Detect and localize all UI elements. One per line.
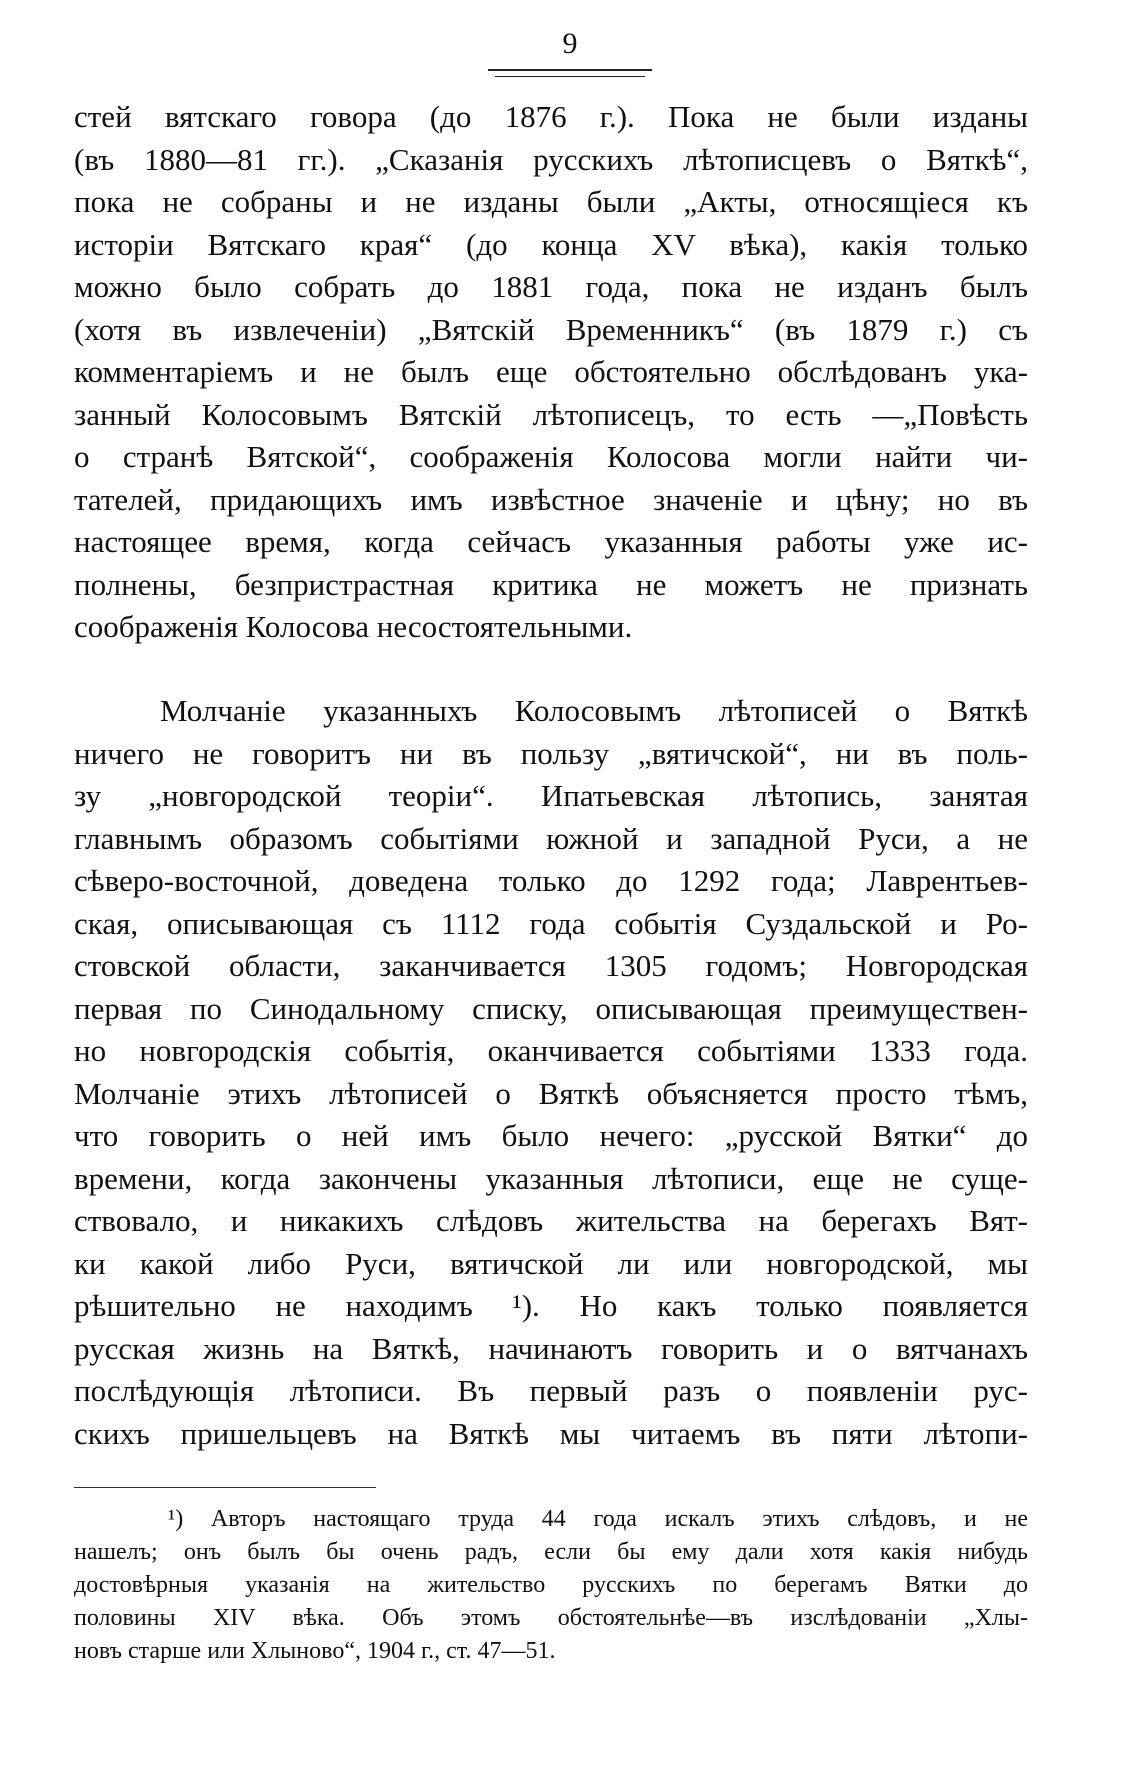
footnote-divider xyxy=(74,1487,376,1488)
text-line: пока не собраны и не изданы были „Акты, относящіеся къ xyxy=(74,184,1028,219)
text-line: настоящее время, когда сейчасъ указанныя работы уже ис- xyxy=(74,524,1028,559)
text-line: можно было собрать до 1881 года, пока не изданъ былъ xyxy=(74,269,1028,304)
text-line: стей вятскаго говора (до 1876 г.). Пока не были изданы xyxy=(74,99,1028,134)
text-line: ствовало, и никакихъ слѣдовъ жительства на берегахъ Вят- xyxy=(74,1203,1028,1238)
text-line: русская жизнь на Вяткѣ, начинаютъ говорить и о вятчанахъ xyxy=(74,1330,1028,1366)
text-line: Молчаніе этихъ лѣтописей о Вяткѣ объясняется просто тѣмъ, xyxy=(74,1075,1028,1111)
text-line: зу „новгородской теоріи“. Ипатьевская лѣтопись, занятая xyxy=(74,778,1028,813)
text-line: тателей, придающихъ имъ извѣстное значеніе и цѣну; но въ xyxy=(74,481,1028,517)
page-number-rule-thin xyxy=(495,76,645,77)
footnote-line: достовѣрныя указанія на жительство русскихъ по берегамъ Вятки до xyxy=(74,1572,1028,1598)
text-line: рѣшительно не находимъ ¹). Но какъ только появляется xyxy=(74,1288,1028,1323)
text-line: соображенія Колосова несостоятельными. xyxy=(74,609,633,644)
text-line: что говорить о ней имъ было нечего: „русской Вятки“ до xyxy=(74,1118,1028,1153)
text-line: занный Колосовымъ Вятскій лѣтописецъ, то есть —„Повѣсть xyxy=(74,396,1028,432)
text-line: времени, когда закончены указанныя лѣтописи, еще не суще- xyxy=(74,1160,1028,1196)
footnote-line: новъ старше или Хлыново“, 1904 г., ст. 47—51. xyxy=(74,1638,556,1664)
text-line: первая по Синодальному списку, описывающая преимуществен- xyxy=(74,990,1028,1026)
text-line: ская, описывающая съ 1112 года событія Суздальской и Ро- xyxy=(74,905,1028,941)
text-line: но новгородскія событія, оканчивается событіями 1333 года. xyxy=(74,1033,1028,1068)
text-line: полнены, безпристрастная критика не можетъ не признать xyxy=(74,566,1028,602)
text-line: сѣверо-восточной, доведена только до 1292 года; Лаврентьев- xyxy=(74,863,1028,898)
text-line: ки какой либо Руси, вятичской ли или новгородской, мы xyxy=(74,1245,1028,1281)
page-number-rule xyxy=(488,69,652,71)
text-line: ничего не говоритъ ни въ пользу „вятичской“, ни въ поль- xyxy=(74,735,1028,771)
paragraph-1 xyxy=(74,96,1028,649)
footnote-line: половины XIV вѣка. Объ этомъ обстоятельнѣе—въ изслѣдованіи „Хлы- xyxy=(74,1605,1028,1631)
text-line: исторіи Вятскаго края“ (до конца XV вѣка), какія только xyxy=(74,226,1028,262)
text-line: скихъ пришельцевъ на Вяткѣ мы читаемъ въ пяти лѣтопи- xyxy=(74,1415,1028,1451)
text-line: стовской области, заканчивается 1305 годомъ; Новгородская xyxy=(74,948,1028,983)
footnote xyxy=(74,1503,1028,1668)
text-line: комментаріемъ и не былъ еще обстоятельно обслѣдованъ ука- xyxy=(74,354,1028,389)
page-number: 9 xyxy=(562,27,578,60)
paragraph-2 xyxy=(74,690,1028,1455)
text-line: Молчаніе указанныхъ Колосовымъ лѣтописей о Вяткѣ xyxy=(160,693,1028,728)
footnote-line: нашелъ; онъ былъ бы очень радъ, если бы ему дали хотя какія нибудь xyxy=(74,1539,1028,1565)
text-line: послѣдующія лѣтописи. Въ первый разъ о появленіи рус- xyxy=(74,1373,1028,1408)
text-line: о странѣ Вятской“, соображенія Колосова могли найти чи- xyxy=(74,439,1028,474)
text-line: (хотя въ извлеченіи) „Вятскій Временникъ“ (въ 1879 г.) съ xyxy=(74,311,1028,347)
footnote-line: ¹) Авторъ настоящаго труда 44 года искалъ этихъ слѣдовъ, и не xyxy=(168,1506,1028,1532)
text-line: (въ 1880—81 гг.). „Сказанія русскихъ лѣтописцевъ о Вяткѣ“, xyxy=(74,141,1028,177)
text-line: главнымъ образомъ событіями южной и западной Руси, а не xyxy=(74,820,1028,856)
